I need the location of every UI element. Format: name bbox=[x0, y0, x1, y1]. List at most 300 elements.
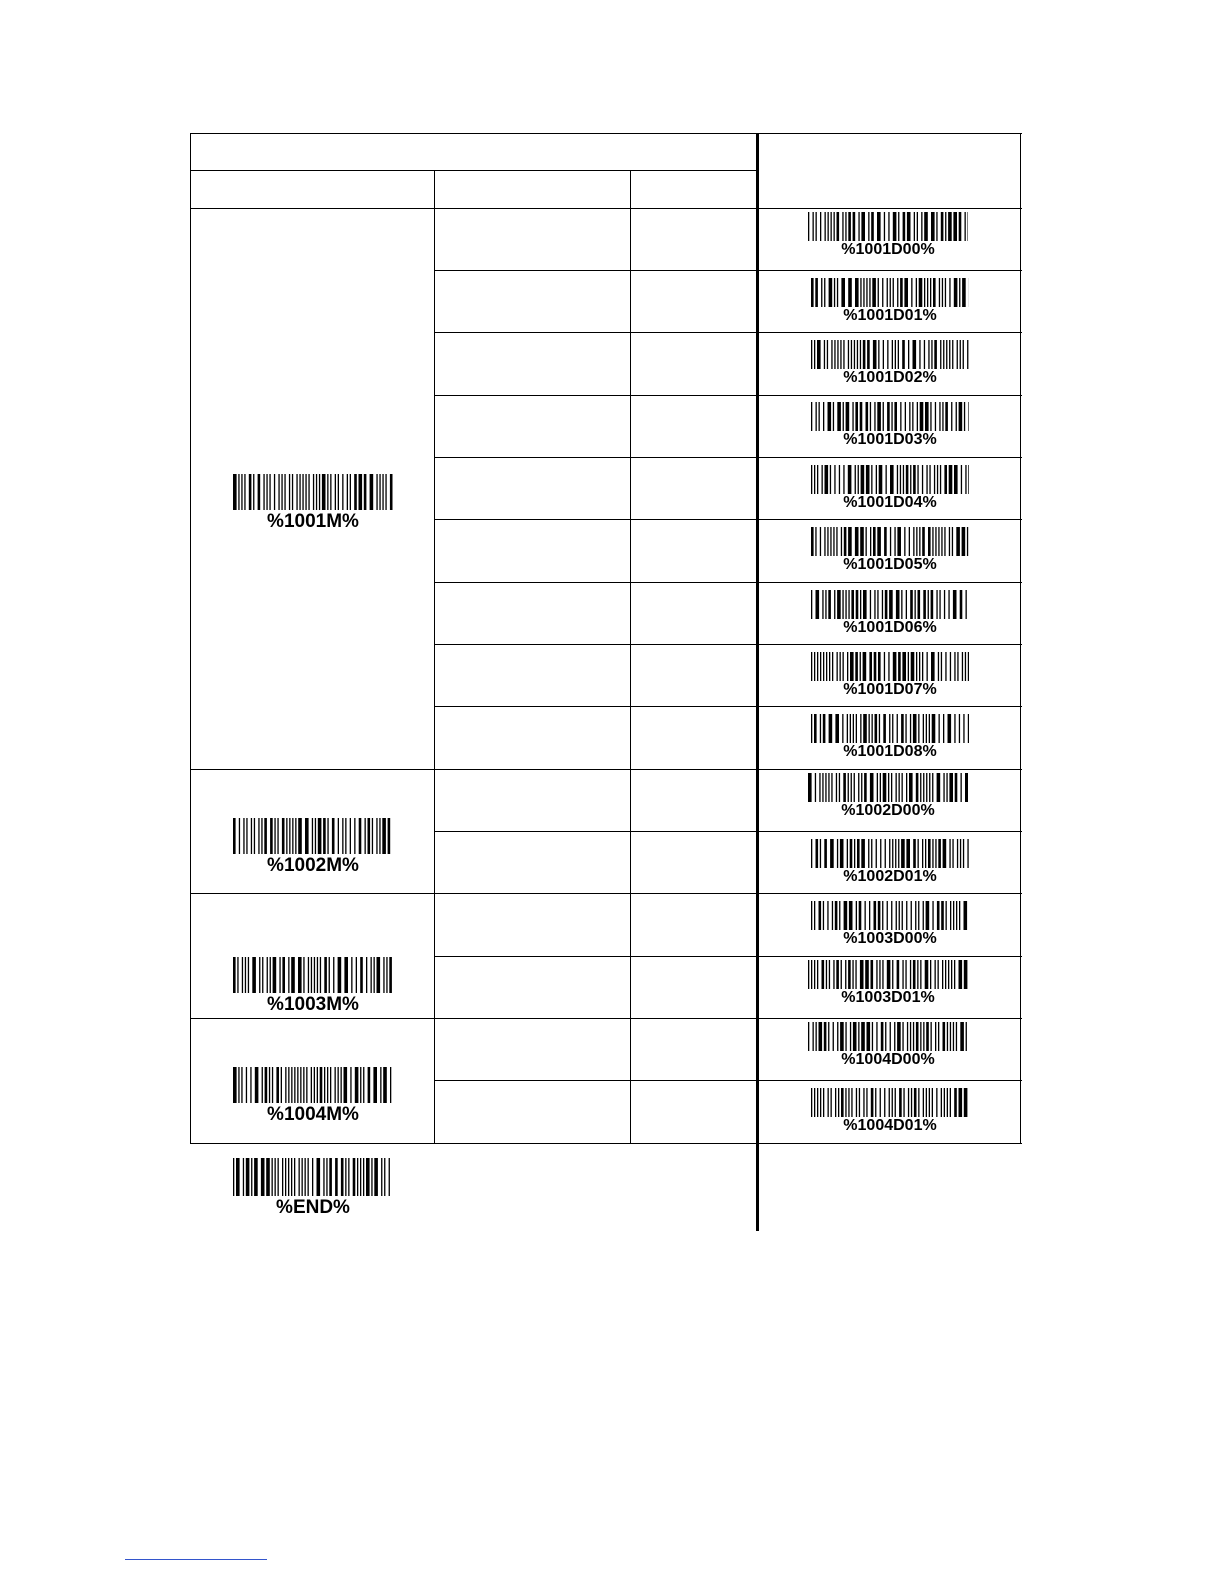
barcode-bar bbox=[943, 1022, 946, 1051]
barcode-bar bbox=[920, 773, 921, 802]
barcode-bar bbox=[895, 340, 896, 369]
barcode-bar bbox=[270, 818, 273, 854]
barcode-bar bbox=[923, 714, 924, 743]
barcode-bar bbox=[891, 773, 892, 802]
barcode-bar bbox=[850, 1022, 851, 1051]
barcode-bar bbox=[275, 1158, 276, 1196]
barcode-bar bbox=[858, 773, 859, 802]
option-barcode[interactable] bbox=[811, 340, 969, 386]
barcode-bar bbox=[950, 652, 951, 681]
option-barcode[interactable] bbox=[811, 465, 969, 511]
barcode-bar bbox=[816, 1022, 817, 1051]
option-barcode[interactable] bbox=[811, 901, 969, 947]
option-barcode[interactable] bbox=[811, 714, 969, 760]
barcode-bar bbox=[822, 773, 823, 802]
option-barcode[interactable] bbox=[811, 652, 969, 698]
barcode-bar bbox=[861, 465, 865, 494]
barcode-bar bbox=[910, 960, 911, 989]
barcode-bar bbox=[944, 1088, 945, 1117]
barcode-bars bbox=[811, 340, 969, 369]
barcode-bar bbox=[851, 340, 852, 369]
option-barcode[interactable] bbox=[808, 212, 968, 258]
barcode-bar bbox=[895, 1088, 896, 1117]
barcode-bar bbox=[368, 1067, 371, 1103]
option-barcode[interactable] bbox=[811, 527, 969, 573]
barcode-bar bbox=[959, 1088, 963, 1117]
barcode-bar bbox=[282, 957, 285, 993]
barcode-bar bbox=[837, 1022, 838, 1051]
barcode-bar bbox=[821, 278, 822, 307]
barcode-bar bbox=[905, 402, 906, 431]
barcode-bar bbox=[379, 474, 380, 510]
option-barcode[interactable] bbox=[811, 278, 969, 324]
barcode-bar bbox=[820, 652, 821, 681]
barcode-bar bbox=[843, 340, 844, 369]
barcode-bar bbox=[380, 1067, 381, 1103]
barcode-bar bbox=[944, 590, 945, 619]
barcode-bar bbox=[900, 465, 901, 494]
barcode-bar bbox=[882, 960, 883, 989]
barcode-bar bbox=[941, 652, 942, 681]
barcode-bar bbox=[376, 818, 377, 854]
barcode-bar bbox=[274, 474, 275, 510]
barcode-bar bbox=[953, 590, 957, 619]
barcode-bar bbox=[265, 1067, 268, 1103]
barcode-bar bbox=[929, 1088, 930, 1117]
barcode-bar bbox=[847, 714, 848, 743]
main-barcode[interactable] bbox=[233, 1067, 393, 1124]
barcode-bar bbox=[303, 957, 304, 993]
barcode-bar bbox=[856, 714, 857, 743]
barcode-bar bbox=[932, 1088, 933, 1117]
barcode-bar bbox=[896, 590, 900, 619]
barcode-bar bbox=[827, 901, 828, 930]
barcode-bar bbox=[835, 901, 838, 930]
barcode-bar bbox=[870, 527, 871, 556]
barcode-bar bbox=[845, 1022, 846, 1051]
option-barcode[interactable] bbox=[811, 1088, 969, 1134]
barcode-bar bbox=[289, 818, 290, 854]
barcode-bar bbox=[878, 901, 881, 930]
barcode-bar bbox=[945, 212, 946, 241]
barcode-bar bbox=[901, 590, 902, 619]
barcode-bar bbox=[829, 278, 833, 307]
barcode-bar bbox=[954, 278, 958, 307]
barcode-bar bbox=[951, 402, 952, 431]
barcode-bar bbox=[308, 474, 309, 510]
column-divider-barcode bbox=[756, 133, 759, 1231]
barcode-bar bbox=[834, 340, 835, 369]
barcode-bar bbox=[312, 1158, 313, 1196]
barcode-bar bbox=[338, 474, 339, 510]
barcode-bar bbox=[898, 839, 899, 868]
barcode-bar bbox=[824, 839, 827, 868]
barcode-label: %END% bbox=[276, 1197, 350, 1218]
barcode-bar bbox=[389, 957, 392, 993]
barcode-bar bbox=[382, 818, 386, 854]
barcode-bar bbox=[837, 402, 841, 431]
barcode-bar bbox=[950, 1022, 951, 1051]
barcode-bar bbox=[913, 960, 916, 989]
barcode-bar bbox=[918, 714, 919, 743]
column-divider-2 bbox=[630, 170, 631, 1144]
barcode-bar bbox=[274, 818, 275, 854]
barcode-bar bbox=[836, 527, 837, 556]
barcode-bar bbox=[308, 957, 309, 993]
barcode-bar bbox=[911, 278, 912, 307]
barcode-bar bbox=[297, 1067, 298, 1103]
barcode-bar bbox=[892, 839, 893, 868]
barcode-bar bbox=[861, 212, 865, 241]
barcode-bar bbox=[885, 1022, 886, 1051]
barcode-bar bbox=[952, 527, 953, 556]
barcode-bar bbox=[822, 960, 825, 989]
row-line bbox=[434, 519, 1022, 520]
barcode-bar bbox=[817, 1088, 818, 1117]
barcode-bar bbox=[316, 474, 317, 510]
barcode-bar bbox=[819, 773, 820, 802]
barcode-bar bbox=[825, 590, 826, 619]
barcode-bar bbox=[302, 1158, 303, 1196]
barcode-bar bbox=[258, 818, 259, 854]
barcode-bar bbox=[948, 212, 952, 241]
barcode-bar bbox=[246, 818, 247, 854]
barcode-bar bbox=[880, 839, 881, 868]
barcode-bar bbox=[298, 818, 302, 854]
barcode-bar bbox=[317, 1067, 318, 1103]
barcode-bar bbox=[332, 818, 335, 854]
barcode-bar bbox=[919, 278, 923, 307]
barcode-bar bbox=[918, 901, 919, 930]
barcode-bar bbox=[963, 714, 964, 743]
barcode-bar bbox=[233, 957, 236, 993]
barcode-bar bbox=[877, 212, 881, 241]
barcode-bar bbox=[879, 960, 880, 989]
barcode-bar bbox=[964, 1088, 968, 1117]
barcode-bars bbox=[811, 839, 969, 868]
barcode-bar bbox=[898, 340, 899, 369]
barcode-bar bbox=[948, 714, 952, 743]
barcode-bar bbox=[233, 1067, 237, 1103]
barcode-label: %1001D07% bbox=[843, 681, 937, 698]
barcode-bar bbox=[839, 901, 840, 930]
barcode-bar bbox=[872, 714, 873, 743]
barcode-bar bbox=[849, 901, 853, 930]
barcode-bar bbox=[959, 901, 960, 930]
row-line bbox=[434, 457, 1022, 458]
barcode-bar bbox=[860, 714, 861, 743]
barcode-bars bbox=[811, 652, 969, 681]
barcode-bar bbox=[386, 957, 387, 993]
header-bottom-border bbox=[190, 208, 1022, 209]
main-barcode[interactable] bbox=[233, 818, 393, 875]
barcode-bar bbox=[954, 465, 958, 494]
barcode-bar bbox=[967, 340, 968, 369]
barcode-bar bbox=[351, 957, 352, 993]
barcode-bar bbox=[955, 773, 958, 802]
barcode-bar bbox=[938, 839, 941, 868]
barcode-bar bbox=[811, 278, 814, 307]
barcode-bar bbox=[834, 590, 835, 619]
barcode-bar bbox=[846, 402, 850, 431]
barcode-bar bbox=[877, 590, 878, 619]
barcode-label: %1002D01% bbox=[843, 868, 937, 885]
barcode-bar bbox=[884, 1088, 885, 1117]
barcode-bar bbox=[902, 960, 903, 989]
barcode-bar bbox=[300, 1067, 301, 1103]
barcode-bars bbox=[811, 714, 969, 743]
barcode-bar bbox=[874, 652, 877, 681]
barcode-bar bbox=[894, 1022, 895, 1051]
barcode-bar bbox=[932, 901, 933, 930]
barcode-bar bbox=[872, 1022, 873, 1051]
barcode-bar bbox=[289, 474, 290, 510]
barcode-bar bbox=[892, 340, 893, 369]
barcode-bar bbox=[828, 590, 831, 619]
barcode-bar bbox=[924, 278, 925, 307]
barcode-label: %1001D02% bbox=[843, 369, 937, 386]
barcode-bar bbox=[889, 714, 890, 743]
barcode-bar bbox=[843, 652, 844, 681]
row-line bbox=[434, 582, 1022, 583]
barcode-bar bbox=[925, 960, 929, 989]
barcode-bar bbox=[894, 402, 897, 431]
barcode-bar bbox=[876, 839, 877, 868]
option-barcode[interactable] bbox=[808, 1022, 968, 1068]
barcode-bar bbox=[853, 714, 854, 743]
barcode-bar bbox=[822, 590, 823, 619]
barcode-bar bbox=[314, 1067, 315, 1103]
barcode-bar bbox=[295, 818, 296, 854]
barcode-bar bbox=[353, 1158, 356, 1196]
barcode-bar bbox=[860, 527, 864, 556]
barcode-bar bbox=[931, 340, 932, 369]
barcode-bar bbox=[956, 527, 960, 556]
barcode-bar bbox=[926, 1022, 929, 1051]
barcode-bar bbox=[808, 773, 812, 802]
barcode-bar bbox=[262, 957, 263, 993]
barcode-bar bbox=[902, 773, 903, 802]
barcode-bar bbox=[262, 1067, 263, 1103]
barcode-bar bbox=[811, 465, 812, 494]
barcode-bar bbox=[811, 402, 812, 431]
barcode-bar bbox=[296, 474, 297, 510]
barcode-bar bbox=[323, 1158, 324, 1196]
barcode-bar bbox=[910, 1022, 911, 1051]
barcode-bar bbox=[868, 212, 869, 241]
barcode-bar bbox=[814, 652, 815, 681]
barcode-bar bbox=[935, 527, 936, 556]
barcode-bar bbox=[244, 474, 245, 510]
option-barcode[interactable] bbox=[808, 773, 968, 819]
barcode-bar bbox=[823, 402, 824, 431]
barcode-bar bbox=[945, 652, 946, 681]
barcode-bar bbox=[239, 818, 240, 854]
barcode-bar bbox=[941, 212, 944, 241]
main-barcode[interactable] bbox=[233, 957, 393, 1014]
barcode-bar bbox=[302, 474, 303, 510]
barcode-bar bbox=[897, 960, 900, 989]
barcode-bar bbox=[829, 714, 833, 743]
barcode-bar bbox=[870, 773, 874, 802]
barcode-bar bbox=[840, 1022, 844, 1051]
barcode-bar bbox=[887, 278, 888, 307]
barcode-bar bbox=[850, 714, 851, 743]
barcode-bar bbox=[254, 818, 255, 854]
barcode-bar bbox=[888, 212, 889, 241]
barcode-bar bbox=[305, 1158, 306, 1196]
barcode-bar bbox=[317, 957, 318, 993]
barcode-bar bbox=[272, 1067, 273, 1103]
barcode-bars bbox=[233, 1067, 393, 1103]
option-barcode[interactable] bbox=[808, 960, 968, 1006]
barcode-label: %1001D01% bbox=[843, 307, 937, 324]
barcode-bar bbox=[919, 652, 920, 681]
barcode-bar bbox=[829, 960, 830, 989]
barcode-bar bbox=[840, 340, 841, 369]
barcode-bar bbox=[893, 212, 897, 241]
barcode-bar bbox=[338, 818, 339, 854]
barcode-bar bbox=[888, 773, 889, 802]
barcode-bar bbox=[272, 1158, 273, 1196]
barcode-bar bbox=[904, 278, 908, 307]
barcode-bar bbox=[950, 1088, 951, 1117]
barcode-bars bbox=[808, 1022, 968, 1051]
barcode-bar bbox=[859, 1088, 860, 1117]
barcode-bar bbox=[259, 957, 260, 993]
barcode-bar bbox=[365, 818, 366, 854]
barcode-bar bbox=[811, 960, 812, 989]
barcode-bar bbox=[882, 278, 883, 307]
barcode-bar bbox=[299, 1158, 300, 1196]
barcode-bar bbox=[860, 590, 861, 619]
barcode-bar bbox=[963, 340, 964, 369]
barcode-bar bbox=[930, 960, 931, 989]
barcode-bar bbox=[957, 839, 958, 868]
barcode-bar bbox=[363, 1158, 364, 1196]
barcode-bar bbox=[965, 212, 966, 241]
barcode-bar bbox=[924, 212, 928, 241]
row-line bbox=[434, 956, 1022, 957]
barcode-bar bbox=[868, 839, 869, 868]
barcode-bar bbox=[866, 278, 867, 307]
barcode-bar bbox=[937, 773, 941, 802]
option-barcode[interactable] bbox=[811, 402, 969, 448]
group-line bbox=[190, 769, 1022, 770]
barcode-bar bbox=[867, 1022, 871, 1051]
barcode-bar bbox=[243, 1158, 244, 1196]
option-barcode[interactable] bbox=[811, 839, 969, 885]
option-barcode[interactable] bbox=[811, 590, 969, 636]
barcode-bar bbox=[941, 1088, 942, 1117]
barcode-bar bbox=[241, 474, 242, 510]
barcode-bar bbox=[303, 1067, 304, 1103]
barcode-bar bbox=[964, 402, 965, 431]
barcode-bar bbox=[944, 527, 945, 556]
barcode-bar bbox=[383, 957, 384, 993]
barcode-bar bbox=[249, 474, 252, 510]
barcode-bar bbox=[916, 773, 919, 802]
barcode-bar bbox=[954, 960, 955, 989]
barcode-bar bbox=[874, 590, 875, 619]
end-barcode[interactable] bbox=[233, 1158, 393, 1217]
row-line bbox=[434, 332, 1022, 333]
barcode-bar bbox=[935, 839, 936, 868]
barcode-bar bbox=[898, 652, 901, 681]
barcode-bar bbox=[889, 1088, 890, 1117]
barcode-bar bbox=[370, 474, 374, 510]
barcode-bar bbox=[341, 1067, 342, 1103]
barcode-bar bbox=[939, 278, 940, 307]
barcode-bar bbox=[808, 212, 809, 241]
barcode-bar bbox=[949, 527, 950, 556]
barcode-bar bbox=[913, 527, 914, 556]
barcode-bar bbox=[863, 590, 867, 619]
barcode-bar bbox=[902, 340, 905, 369]
barcode-bar bbox=[270, 957, 271, 993]
barcode-bar bbox=[813, 1022, 814, 1051]
barcode-bar bbox=[824, 278, 825, 307]
barcode-bars bbox=[811, 465, 969, 494]
barcode-bar bbox=[966, 1022, 967, 1051]
barcode-bar bbox=[315, 818, 316, 854]
barcode-bars bbox=[233, 1158, 393, 1196]
barcode-bar bbox=[889, 590, 893, 619]
main-barcode[interactable] bbox=[233, 474, 393, 531]
barcode-bar bbox=[248, 957, 249, 993]
barcode-bar bbox=[920, 960, 921, 989]
barcode-bar bbox=[942, 278, 943, 307]
barcode-bar bbox=[909, 773, 913, 802]
barcode-bar bbox=[333, 957, 334, 993]
barcode-bar bbox=[935, 402, 936, 431]
barcode-bar bbox=[330, 474, 331, 510]
barcode-bar bbox=[861, 1022, 865, 1051]
barcode-bar bbox=[833, 1022, 834, 1051]
barcode-bar bbox=[852, 960, 853, 989]
barcode-label: %1001D05% bbox=[843, 556, 937, 573]
barcode-bar bbox=[822, 465, 823, 494]
barcode-bar bbox=[899, 1088, 902, 1117]
barcode-bar bbox=[916, 1022, 919, 1051]
barcode-bar bbox=[255, 1067, 259, 1103]
barcode-bar bbox=[808, 1022, 809, 1051]
barcode-bar bbox=[967, 839, 968, 868]
barcode-bar bbox=[374, 1158, 378, 1196]
barcode-bar bbox=[843, 402, 844, 431]
barcode-bar bbox=[848, 527, 852, 556]
barcode-bar bbox=[866, 527, 867, 556]
barcode-bar bbox=[811, 901, 812, 930]
footer-link-rule bbox=[125, 1559, 267, 1560]
column-divider-1 bbox=[434, 170, 435, 1144]
barcode-bar bbox=[920, 402, 924, 431]
barcode-bars bbox=[811, 901, 969, 930]
barcode-bar bbox=[826, 652, 827, 681]
barcode-bar bbox=[956, 1022, 957, 1051]
barcode-bar bbox=[344, 957, 348, 993]
barcode-bar bbox=[836, 773, 837, 802]
barcode-bar bbox=[931, 1022, 932, 1051]
barcode-bar bbox=[853, 1022, 857, 1051]
barcode-bar bbox=[306, 1067, 307, 1103]
barcode-bar bbox=[953, 901, 954, 930]
barcode-bar bbox=[844, 901, 848, 930]
barcode-bars bbox=[808, 960, 968, 989]
barcode-bar bbox=[875, 714, 878, 743]
barcode-bar bbox=[878, 652, 881, 681]
barcode-bar bbox=[909, 402, 910, 431]
